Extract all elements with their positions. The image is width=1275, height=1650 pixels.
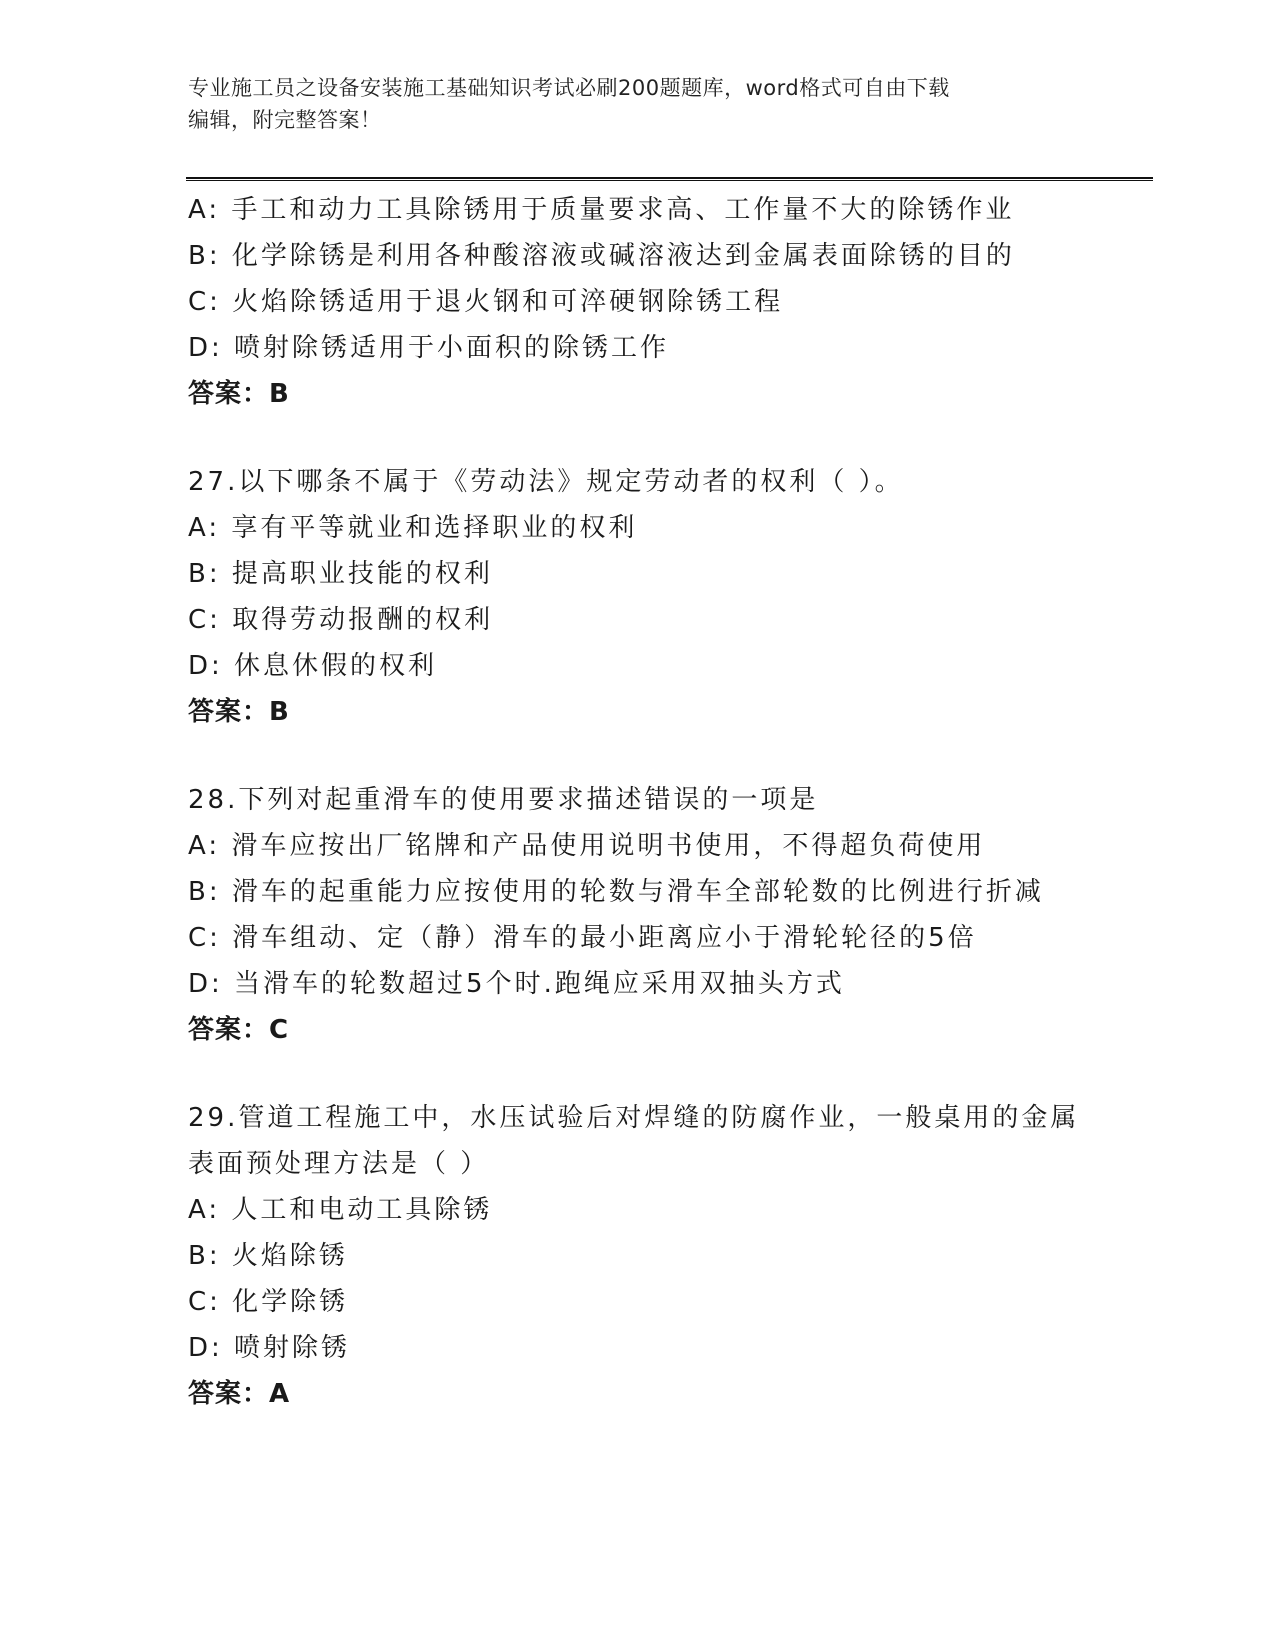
answer: 答案：B bbox=[188, 379, 290, 409]
option-b: B: 提高职业技能的权利 bbox=[188, 559, 493, 589]
option-a: A: 滑车应按出厂铭牌和产品使用说明书使用，不得超负荷使用 bbox=[188, 831, 986, 861]
option-a: A: 手工和动力工具除锈用于质量要求高、工作量不大的除锈作业 bbox=[188, 195, 1015, 225]
option-b: B: 滑车的起重能力应按使用的轮数与滑车全部轮数的比例进行折减 bbox=[188, 877, 1044, 907]
answer: 答案：A bbox=[188, 1379, 291, 1409]
header-divider bbox=[186, 177, 1153, 181]
question-title-line-2: 表面预处理方法是（ ） bbox=[188, 1149, 490, 1179]
option-a: A: 享有平等就业和选择职业的权利 bbox=[188, 513, 638, 543]
option-c: C: 化学除锈 bbox=[188, 1287, 349, 1317]
question-title: 27.以下哪条不属于《劳动法》规定劳动者的权利（ ）。 bbox=[188, 467, 904, 497]
question-block bbox=[188, 459, 1148, 735]
option-b: B: 火焰除锈 bbox=[188, 1241, 348, 1271]
answer: 答案：B bbox=[188, 697, 290, 727]
question-block bbox=[188, 187, 1148, 417]
header-line-1: 专业施工员之设备安装施工基础知识考试必刷200题题库，word格式可自由下载 bbox=[188, 76, 950, 100]
question-title-line-1: 29.管道工程施工中，水压试验后对焊缝的防腐作业，一般桌用的金属 bbox=[188, 1103, 1080, 1133]
answer: 答案：C bbox=[188, 1015, 290, 1045]
option-c: C: 火焰除锈适用于退火钢和可淬硬钢除锈工程 bbox=[188, 287, 784, 317]
question-title: 28.下列对起重滑车的使用要求描述错误的一项是 bbox=[188, 785, 819, 815]
option-b: B: 化学除锈是利用各种酸溶液或碱溶液达到金属表面除锈的目的 bbox=[188, 241, 1015, 271]
option-d: D: 喷射除锈 bbox=[188, 1333, 351, 1363]
option-d: D: 当滑车的轮数超过5个时.跑绳应采用双抽头方式 bbox=[188, 969, 845, 999]
question-block bbox=[188, 777, 1148, 1053]
header-line-2: 编辑，附完整答案！ bbox=[188, 108, 382, 132]
option-c: C: 滑车组动、定（静）滑车的最小距离应小于滑轮轮径的5倍 bbox=[188, 923, 977, 953]
option-a: A: 人工和电动工具除锈 bbox=[188, 1195, 493, 1225]
option-d: D: 喷射除锈适用于小面积的除锈工作 bbox=[188, 333, 670, 363]
option-c: C: 取得劳动报酬的权利 bbox=[188, 605, 494, 635]
question-block bbox=[188, 1095, 1148, 1417]
option-d: D: 休息休假的权利 bbox=[188, 651, 438, 681]
document-header bbox=[188, 72, 1088, 136]
question-list bbox=[188, 187, 1148, 1417]
